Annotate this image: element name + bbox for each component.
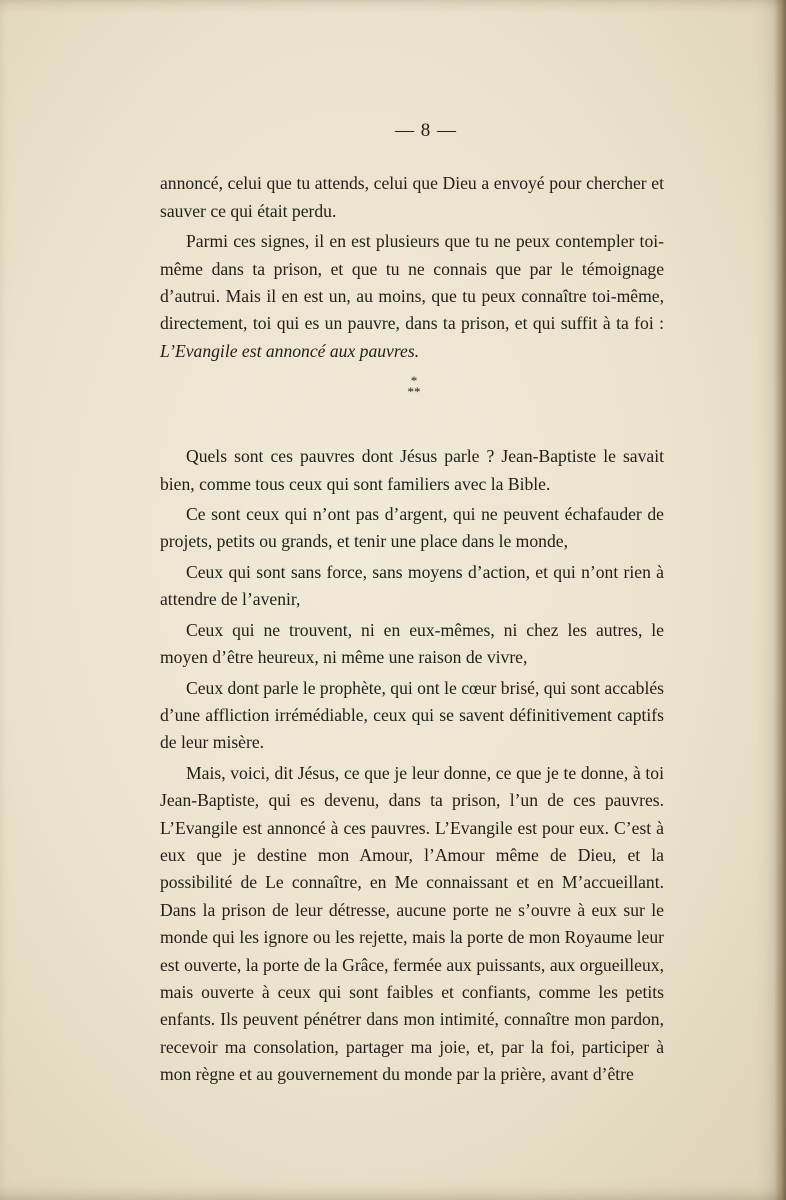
paragraph: Ceux qui sont sans force, sans moyens d’action, et qui n’ont rien à attendre de l’avenir, [160,561,664,610]
asterism-top: * [410,373,418,389]
asterism-bottom: ** [407,384,421,400]
paragraph-continuation [160,170,664,225]
page-edge-shadow [774,0,786,1200]
page-number: — 8 — [395,120,457,141]
paragraph-text: Parmi ces signes, il en est plusieurs que tu ne peux contempler toi-même dans ta prison, et que tu ne connais que par le témoignage d’autrui. Mais il en est un, au moins, que tu peux connaître toi-même, directement, toi qui es un pauvre, dans ta prison, et qui suffit à ta foi : [160,231,664,334]
paragraph-text: annoncé, celui que tu attends, celui que Dieu a envoyé pour chercher et sauver ce qui était perdu. [160,173,664,221]
paragraph: Ceux dont parle le prophète, qui ont le cœur brisé, qui sont accablés d’une affliction irrémédiable, ceux qui se savent définitivement captifs de leur misère. [160,677,664,753]
paragraph: Mais, voici, dit Jésus, ce que je leur donne, ce que je te donne, à toi Jean-Baptiste, qui es devenu, dans ta prison, l’un de ces pauvres. L’Evangile est annoncé à ces pauvres. L’Evangile est pour eux. C’est à eux que je destine mon Amour, l’Amour même de Dieu, et la possibilité de Le connaître, en Me connaissant et en M’accueillant. Dans la prison de leur détresse, aucune porte ne s’ouvre à eux sur le monde qui les ignore ou les rejette, mais la porte de mon Royaume leur est ouverte, la porte de la Grâce, fermée aux puissants, aux orgueilleux, mais ouverte à ceux qui sont faibles et confiants, comme les petits enfants. Ils peuvent pénétrer dans mon intimité, connaître mon pardon, recevoir ma consolation, partager ma joie, et, par la foi, participer à mon règne et au gouvernement du monde par la prière, avant d’être [160,762,664,1085]
italic-quote: L’Evangile est annoncé aux pauvres. [160,340,420,361]
asterism-separator [160,373,664,400]
text-block [160,117,664,1092]
paragraph: Ceux qui ne trouvent, ni en eux-mêmes, ni chez les autres, le moyen d’être heureux, ni même une raison de vivre, [160,619,664,668]
paragraph: Quels sont ces pauvres dont Jésus parle ? Jean-Baptiste le savait bien, comme tous ceux qui sont familiers avec la Bible. [160,446,664,494]
paragraph-signs [160,228,664,365]
paragraph: Ce sont ceux qui n’ont pas d’argent, qui ne peuvent échafauder de projets, petits ou grands, et tenir une place dans le monde, [160,504,664,552]
